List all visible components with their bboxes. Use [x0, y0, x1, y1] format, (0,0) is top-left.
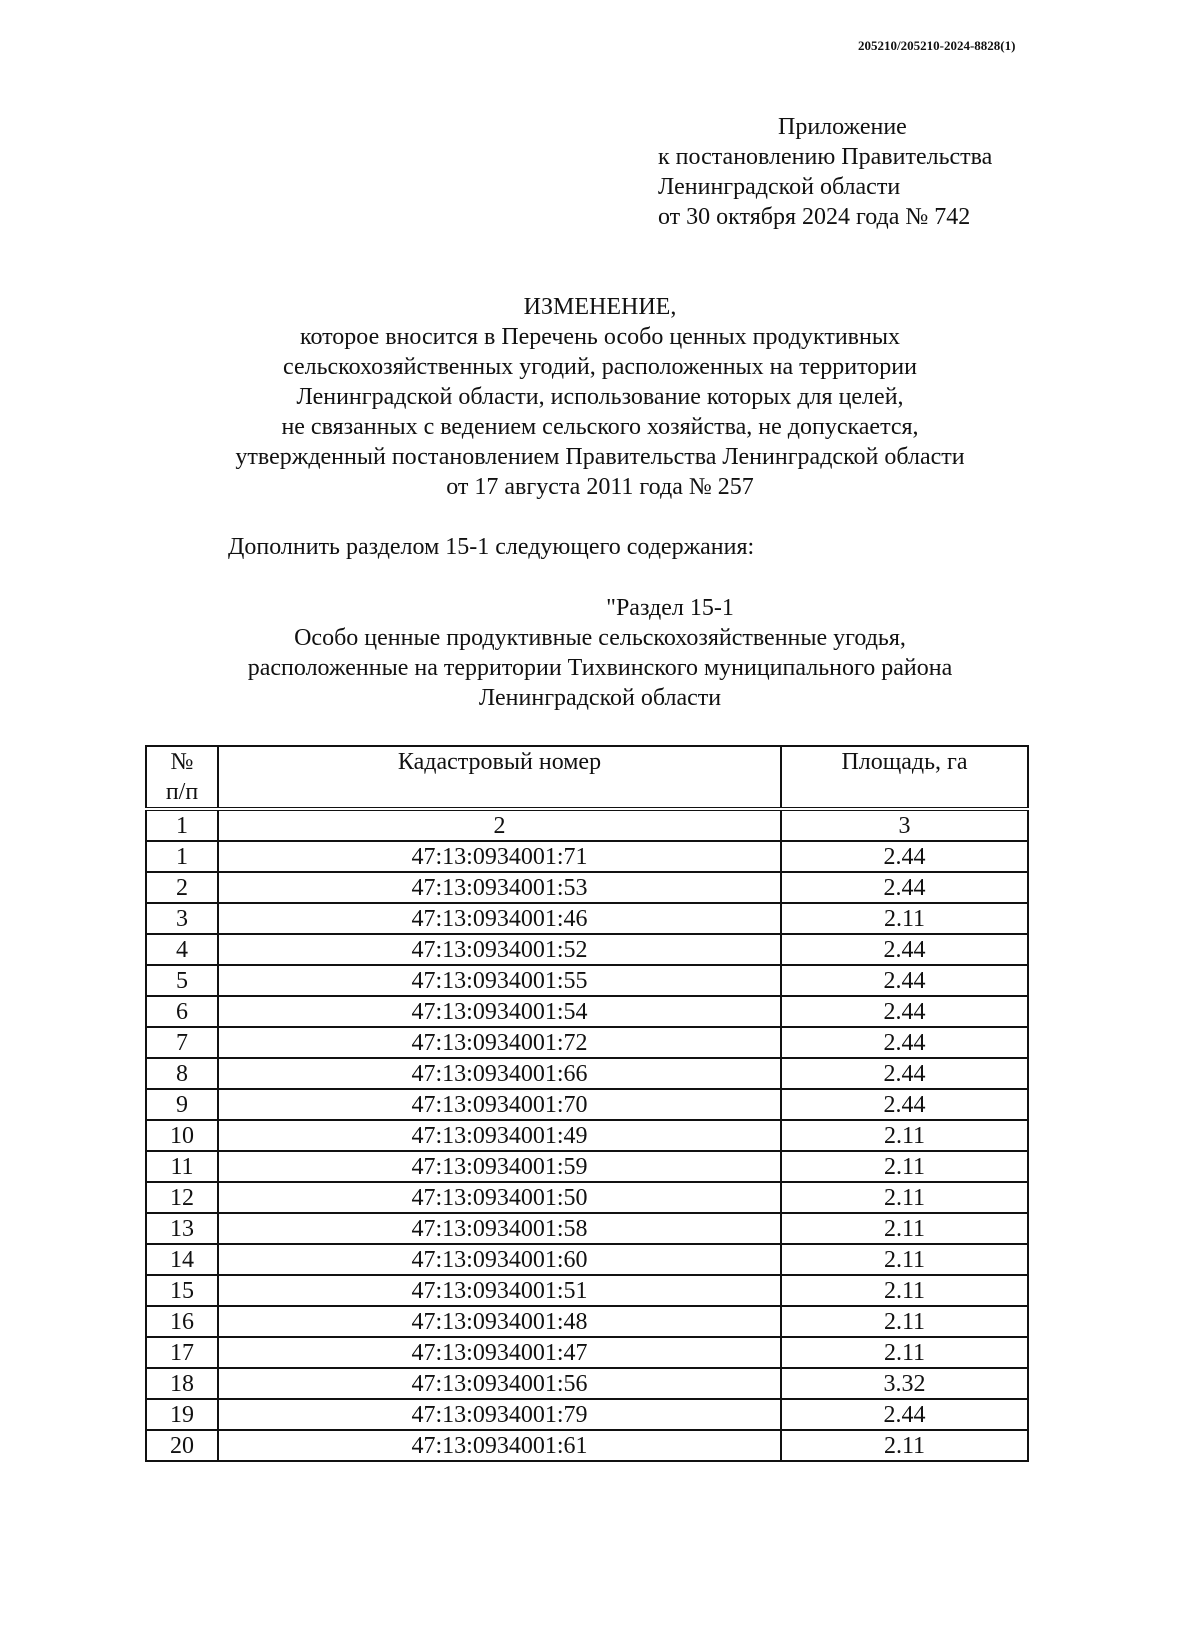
cell-number: 8 — [146, 1058, 218, 1089]
table-row — [146, 996, 1028, 1027]
table-row — [146, 1213, 1028, 1244]
cell-cadastral: 47:13:0934001:48 — [218, 1306, 781, 1337]
table-row — [146, 841, 1028, 872]
cell: 2 — [218, 809, 781, 841]
header-cadastral: Кадастровый номер — [218, 746, 781, 809]
section-line: расположенные на территории Тихвинского муниципального района — [247, 655, 953, 681]
cell-area: 2.44 — [781, 1399, 1028, 1430]
table-header-row — [146, 746, 1028, 809]
cell-cadastral: 47:13:0934001:79 — [218, 1399, 781, 1430]
title-line: которое вносится в Перечень особо ценных продуктивных — [300, 324, 900, 350]
table-row — [146, 1399, 1028, 1430]
cell-area: 2.11 — [781, 903, 1028, 934]
cell-cadastral: 47:13:0934001:46 — [218, 903, 781, 934]
table-row — [146, 1244, 1028, 1275]
cell-cadastral: 47:13:0934001:51 — [218, 1275, 781, 1306]
cell-number: 4 — [146, 934, 218, 965]
cell-area: 2.11 — [781, 1120, 1028, 1151]
table-row — [146, 934, 1028, 965]
cell-number: 9 — [146, 1089, 218, 1120]
cell: 1 — [146, 809, 218, 841]
section-line: Особо ценные продуктивные сельскохозяйственные угодья, — [294, 625, 906, 651]
table-row — [146, 1027, 1028, 1058]
table-row — [146, 1306, 1028, 1337]
cell-cadastral: 47:13:0934001:49 — [218, 1120, 781, 1151]
table-row — [146, 1430, 1028, 1461]
table-row — [146, 872, 1028, 903]
table-row — [146, 1337, 1028, 1368]
cell-number: 2 — [146, 872, 218, 903]
cell-area: 2.11 — [781, 1151, 1028, 1182]
table-row — [146, 1151, 1028, 1182]
intro-text: Дополнить разделом 15-1 следующего содержания: — [228, 534, 755, 560]
appendix-line: к постановлению Правительства — [658, 144, 993, 170]
header-number: № п/п — [146, 746, 218, 809]
section-line: "Раздел 15-1 — [606, 595, 734, 621]
cell-number: 10 — [146, 1120, 218, 1151]
cell-cadastral: 47:13:0934001:66 — [218, 1058, 781, 1089]
cell-area: 2.11 — [781, 1430, 1028, 1461]
cell-number: 3 — [146, 903, 218, 934]
cell: 3 — [781, 809, 1028, 841]
cell-area: 2.44 — [781, 1058, 1028, 1089]
cell-number: 14 — [146, 1244, 218, 1275]
appendix-header — [658, 112, 992, 232]
cell-area: 2.11 — [781, 1275, 1028, 1306]
cell-cadastral: 47:13:0934001:54 — [218, 996, 781, 1027]
table-row — [146, 1182, 1028, 1213]
table-row — [146, 1120, 1028, 1151]
title-line: утвержденный постановлением Правительства Ленинградской области — [235, 444, 965, 470]
cell-area: 2.44 — [781, 965, 1028, 996]
cell-number: 6 — [146, 996, 218, 1027]
cell-cadastral: 47:13:0934001:50 — [218, 1182, 781, 1213]
cell-area: 2.11 — [781, 1182, 1028, 1213]
cell-number: 5 — [146, 965, 218, 996]
cell-cadastral: 47:13:0934001:59 — [218, 1151, 781, 1182]
cell-number: 20 — [146, 1430, 218, 1461]
header-area: Площадь, га — [781, 746, 1028, 809]
table-row — [146, 1275, 1028, 1306]
cell-cadastral: 47:13:0934001:52 — [218, 934, 781, 965]
appendix-line: от 30 октября 2024 года № 742 — [658, 204, 971, 230]
cell-area: 2.44 — [781, 1027, 1028, 1058]
cell-area: 2.11 — [781, 1337, 1028, 1368]
cell-number: 1 — [146, 841, 218, 872]
cell-area: 2.44 — [781, 1089, 1028, 1120]
cell-area: 2.11 — [781, 1213, 1028, 1244]
appendix-line: Приложение — [778, 114, 907, 140]
cell-number: 7 — [146, 1027, 218, 1058]
table-row — [146, 965, 1028, 996]
parcels-table — [145, 745, 1029, 1462]
cell-cadastral: 47:13:0934001:70 — [218, 1089, 781, 1120]
cell-cadastral: 47:13:0934001:53 — [218, 872, 781, 903]
cell-cadastral: 47:13:0934001:58 — [218, 1213, 781, 1244]
cell-cadastral: 47:13:0934001:72 — [218, 1027, 781, 1058]
cell-cadastral: 47:13:0934001:60 — [218, 1244, 781, 1275]
cell-number: 12 — [146, 1182, 218, 1213]
table-row — [146, 1368, 1028, 1399]
cell-cadastral: 47:13:0934001:47 — [218, 1337, 781, 1368]
cell-cadastral: 47:13:0934001:55 — [218, 965, 781, 996]
title-line: ИЗМЕНЕНИЕ, — [523, 294, 677, 320]
cell-area: 3.32 — [781, 1368, 1028, 1399]
cell-area: 2.11 — [781, 1306, 1028, 1337]
table-row — [146, 1089, 1028, 1120]
section-line: Ленинградской области — [478, 685, 722, 711]
appendix-line: Ленинградской области — [658, 174, 901, 200]
cell-cadastral: 47:13:0934001:71 — [218, 841, 781, 872]
table-row — [146, 1058, 1028, 1089]
cell-number: 15 — [146, 1275, 218, 1306]
cell-number: 11 — [146, 1151, 218, 1182]
title-line: Ленинградской области, использование которых для целей, — [296, 384, 904, 410]
table-row — [146, 903, 1028, 934]
column-numbers-row — [146, 809, 1028, 841]
title-line: сельскохозяйственных угодий, расположенных на территории — [283, 354, 917, 380]
cell-area: 2.44 — [781, 872, 1028, 903]
section-title — [0, 593, 1200, 713]
cell-number: 17 — [146, 1337, 218, 1368]
cell-cadastral: 47:13:0934001:56 — [218, 1368, 781, 1399]
title-line: не связанных с ведением сельского хозяйства, не допускается, — [281, 414, 919, 440]
cell-number: 16 — [146, 1306, 218, 1337]
cell-area: 2.44 — [781, 934, 1028, 965]
cell-number: 18 — [146, 1368, 218, 1399]
title-line: от 17 августа 2011 года № 257 — [446, 474, 754, 500]
cell-number: 13 — [146, 1213, 218, 1244]
cell-number: 19 — [146, 1399, 218, 1430]
document-id: 205210/205210-2024-8828(1) — [858, 38, 1016, 53]
cell-area: 2.11 — [781, 1244, 1028, 1275]
cell-area: 2.44 — [781, 841, 1028, 872]
document-title — [0, 292, 1200, 502]
cell-area: 2.44 — [781, 996, 1028, 1027]
cell-cadastral: 47:13:0934001:61 — [218, 1430, 781, 1461]
